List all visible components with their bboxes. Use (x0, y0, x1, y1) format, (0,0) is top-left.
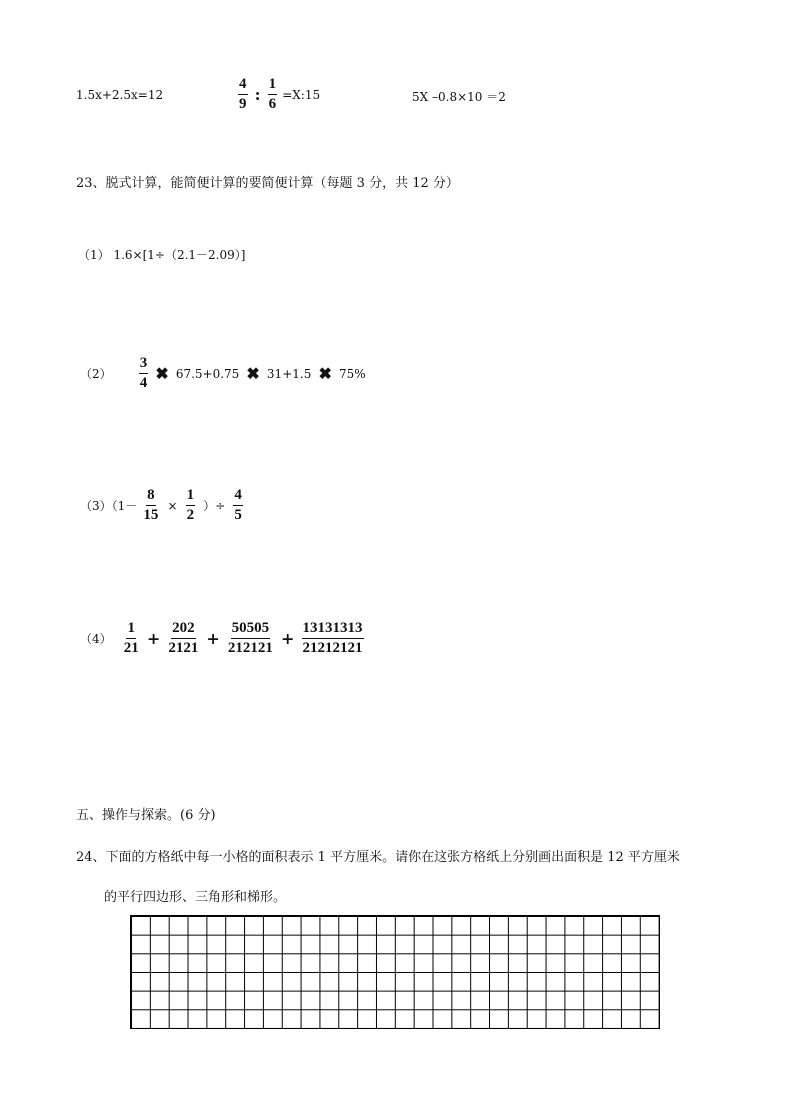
q23-problem-1: （1） 1.6×[1÷（2.1－2.09）] (78, 248, 246, 262)
fraction-3-4: $\frac{3}{4}$ (139, 355, 148, 391)
times-icon: ✖ (318, 364, 332, 383)
times-icon: ✖ (246, 364, 260, 383)
fraction-50505-212121: $\frac{50505}{212121}$ (227, 620, 273, 656)
q23-problem-3: （3）（1－ $\frac{8}{15}$ × $\frac{1}{2}$ ）÷ $\frac{4}{5}$ (80, 487, 242, 523)
equation-1: 1.5x+2.5x=12 (76, 88, 164, 102)
fraction-1-6: $\frac{1}{6}$ (268, 76, 277, 112)
fraction-202-2121: $\frac{202}{2121}$ (168, 620, 199, 656)
fraction-13131313-21212121: $\frac{13131313}{21212121}$ (302, 620, 363, 656)
question-24-line-2: 的平行四边形、三角形和梯形。 (104, 890, 287, 905)
equation-3: 5X –0.8×10 ＝2 (412, 90, 506, 104)
section-5-title: 五、操作与探索。(6 分) (76, 808, 216, 823)
question-23-title: 23、脱式计算，能简便计算的要简便计算（每题 3 分，共 12 分） (76, 176, 459, 191)
equation-2: $\frac{4}{9}$ : $\frac{1}{6}$ =X:15 (239, 76, 321, 112)
fraction-1-2: $\frac{1}{2}$ (186, 487, 195, 523)
fraction-1-21: $\frac{1}{21}$ (123, 620, 139, 656)
grid-paper[interactable] (130, 915, 660, 1029)
times-icon: ✖ (155, 364, 169, 383)
fraction-4-9: $\frac{4}{9}$ (239, 76, 247, 112)
q23-problem-2: （2） $\frac{3}{4}$ ✖ 67.5+0.75 ✖ 31+1.5 ✖ 75% (80, 355, 366, 391)
fraction-8-15: $\frac{8}{15}$ (143, 487, 159, 523)
q23-problem-4: （4） $\frac{1}{21}$ + $\frac{202}{2121}$ + $\frac{50505}{212121}$ + $\frac{13131313}{21212121}$ (80, 620, 363, 656)
fraction-4-5: $\frac{4}{5}$ (234, 487, 242, 523)
question-24-line-1: 24、下面的方格纸中每一小格的面积表示 1 平方厘米。请你在这张方格纸上分别画出面积是 12 平方厘米 (76, 850, 680, 865)
